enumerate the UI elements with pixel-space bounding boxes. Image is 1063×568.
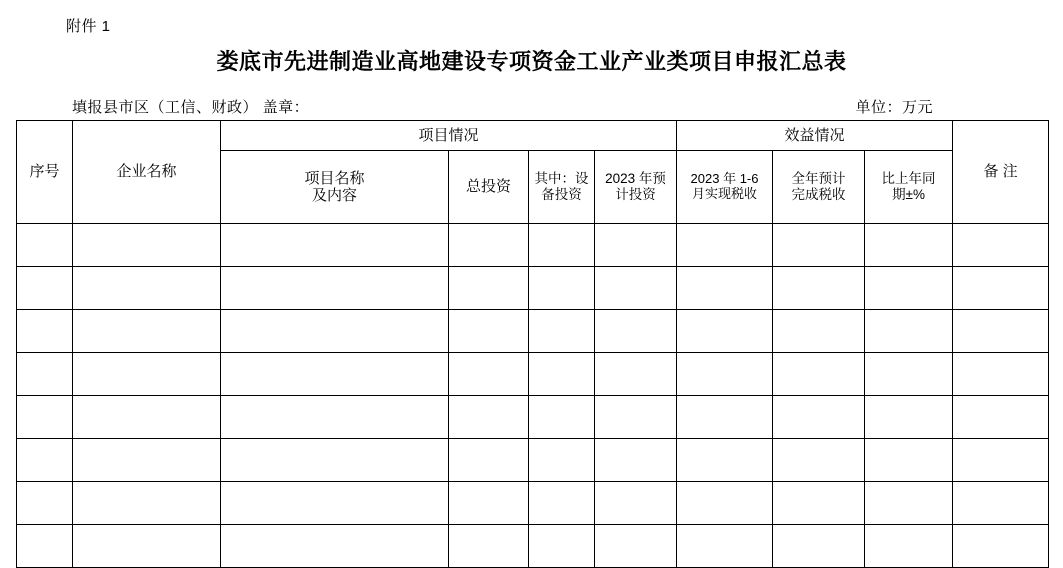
col-header-tax-realized-line2: 月实现税收 (692, 186, 758, 201)
cell-tax-year-estimate[interactable] (773, 482, 865, 525)
cell-enterprise-name[interactable] (73, 224, 221, 267)
cell-tax-realized[interactable] (677, 525, 773, 568)
col-header-remark: 备 注 (953, 121, 1049, 224)
table-row[interactable] (17, 224, 1049, 267)
cell-yoy[interactable] (865, 267, 953, 310)
table-row[interactable] (17, 267, 1049, 310)
cell-equipment-investment[interactable] (529, 396, 595, 439)
cell-enterprise-name[interactable] (73, 482, 221, 525)
col-group-project-situation: 项目情况 (221, 121, 677, 151)
cell-planned-investment[interactable] (595, 482, 677, 525)
cell-planned-investment[interactable] (595, 224, 677, 267)
col-header-yoy (865, 151, 953, 224)
cell-tax-year-estimate[interactable] (773, 353, 865, 396)
cell-total-investment[interactable] (449, 396, 529, 439)
cell-project-name[interactable] (221, 525, 449, 568)
cell-tax-year-estimate[interactable] (773, 310, 865, 353)
cell-yoy[interactable] (865, 482, 953, 525)
cell-remark[interactable] (953, 224, 1049, 267)
col-header-equipment-investment-line2: 备投资 (541, 187, 582, 202)
cell-planned-investment[interactable] (595, 310, 677, 353)
cell-tax-year-estimate[interactable] (773, 396, 865, 439)
col-header-project-name (221, 151, 449, 224)
cell-planned-investment[interactable] (595, 439, 677, 482)
cell-tax-year-estimate[interactable] (773, 224, 865, 267)
cell-seq[interactable] (17, 396, 73, 439)
cell-enterprise-name[interactable] (73, 439, 221, 482)
cell-project-name[interactable] (221, 310, 449, 353)
cell-seq[interactable] (17, 310, 73, 353)
cell-yoy[interactable] (865, 224, 953, 267)
cell-planned-investment[interactable] (595, 396, 677, 439)
cell-tax-realized[interactable] (677, 224, 773, 267)
col-header-tax-year-estimate (773, 151, 865, 224)
cell-remark[interactable] (953, 482, 1049, 525)
table-row[interactable] (17, 525, 1049, 568)
cell-yoy[interactable] (865, 396, 953, 439)
cell-yoy[interactable] (865, 353, 953, 396)
cell-yoy[interactable] (865, 439, 953, 482)
cell-tax-realized[interactable] (677, 396, 773, 439)
table-row[interactable] (17, 310, 1049, 353)
cell-tax-realized[interactable] (677, 353, 773, 396)
cell-equipment-investment[interactable] (529, 224, 595, 267)
cell-enterprise-name[interactable] (73, 525, 221, 568)
col-header-tax-year-estimate-line2: 完成税收 (791, 187, 846, 202)
table-row[interactable] (17, 439, 1049, 482)
cell-equipment-investment[interactable] (529, 267, 595, 310)
cell-equipment-investment[interactable] (529, 525, 595, 568)
cell-equipment-investment[interactable] (529, 482, 595, 525)
cell-project-name[interactable] (221, 439, 449, 482)
cell-equipment-investment[interactable] (529, 439, 595, 482)
col-header-yoy-line1: 比上年同 (881, 171, 936, 187)
col-header-enterprise-name: 企业名称 (73, 121, 221, 224)
cell-tax-realized[interactable] (677, 310, 773, 353)
cell-project-name[interactable] (221, 482, 449, 525)
col-header-planned-investment-line1: 2023 年预 (605, 171, 666, 187)
cell-tax-year-estimate[interactable] (773, 525, 865, 568)
col-header-project-name-line1: 项目名称 (304, 169, 365, 187)
cell-total-investment[interactable] (449, 525, 529, 568)
col-header-project-name-line2: 及内容 (311, 187, 357, 204)
cell-seq[interactable] (17, 267, 73, 310)
col-header-planned-investment-line2: 计投资 (615, 187, 656, 202)
cell-total-investment[interactable] (449, 353, 529, 396)
cell-enterprise-name[interactable] (73, 310, 221, 353)
cell-enterprise-name[interactable] (73, 353, 221, 396)
col-header-equipment-investment-line1: 其中：设 (534, 171, 589, 187)
summary-table (16, 120, 1049, 568)
attachment-label: 附件 1 (66, 18, 111, 35)
table-row[interactable] (17, 396, 1049, 439)
filler-region-label: 填报县市区（工信、财政） 盖章： (72, 99, 310, 116)
table-row[interactable] (17, 482, 1049, 525)
cell-seq[interactable] (17, 482, 73, 525)
col-header-yoy-line2: 期±% (892, 187, 925, 202)
cell-equipment-investment[interactable] (529, 353, 595, 396)
cell-tax-realized[interactable] (677, 482, 773, 525)
cell-tax-year-estimate[interactable] (773, 439, 865, 482)
cell-remark[interactable] (953, 310, 1049, 353)
cell-tax-realized[interactable] (677, 439, 773, 482)
cell-project-name[interactable] (221, 267, 449, 310)
cell-planned-investment[interactable] (595, 353, 677, 396)
cell-project-name[interactable] (221, 224, 449, 267)
cell-seq[interactable] (17, 439, 73, 482)
col-header-total-investment: 总投资 (449, 151, 529, 224)
cell-remark[interactable] (953, 396, 1049, 439)
cell-total-investment[interactable] (449, 224, 529, 267)
cell-project-name[interactable] (221, 396, 449, 439)
col-header-seq: 序号 (17, 121, 73, 224)
cell-yoy[interactable] (865, 525, 953, 568)
cell-remark[interactable] (953, 525, 1049, 568)
col-group-benefit-situation: 效益情况 (677, 121, 953, 151)
cell-project-name[interactable] (221, 353, 449, 396)
cell-equipment-investment[interactable] (529, 310, 595, 353)
cell-total-investment[interactable] (449, 310, 529, 353)
col-header-planned-investment (595, 151, 677, 224)
cell-remark[interactable] (953, 439, 1049, 482)
col-header-tax-year-estimate-line1: 全年预计 (791, 171, 846, 187)
cell-tax-realized[interactable] (677, 267, 773, 310)
cell-tax-year-estimate[interactable] (773, 267, 865, 310)
unit-label: 单位：万元 (855, 99, 933, 116)
table-header-group-row (17, 121, 1049, 151)
cell-seq[interactable] (17, 353, 73, 396)
cell-seq[interactable] (17, 525, 73, 568)
cell-total-investment[interactable] (449, 267, 529, 310)
cell-enterprise-name[interactable] (73, 396, 221, 439)
cell-seq[interactable] (17, 224, 73, 267)
col-header-equipment-investment (529, 151, 595, 224)
cell-planned-investment[interactable] (595, 525, 677, 568)
table-row[interactable] (17, 353, 1049, 396)
col-header-tax-realized (677, 151, 773, 224)
cell-enterprise-name[interactable] (73, 267, 221, 310)
cell-remark[interactable] (953, 267, 1049, 310)
col-header-tax-realized-line1: 2023 年 1-6 (690, 171, 759, 187)
cell-total-investment[interactable] (449, 439, 529, 482)
cell-yoy[interactable] (865, 310, 953, 353)
page-title: 娄底市先进制造业高地建设专项资金工业产业类项目申报汇总表 (216, 49, 847, 74)
table-body (17, 224, 1049, 568)
cell-total-investment[interactable] (449, 482, 529, 525)
cell-planned-investment[interactable] (595, 267, 677, 310)
cell-remark[interactable] (953, 353, 1049, 396)
